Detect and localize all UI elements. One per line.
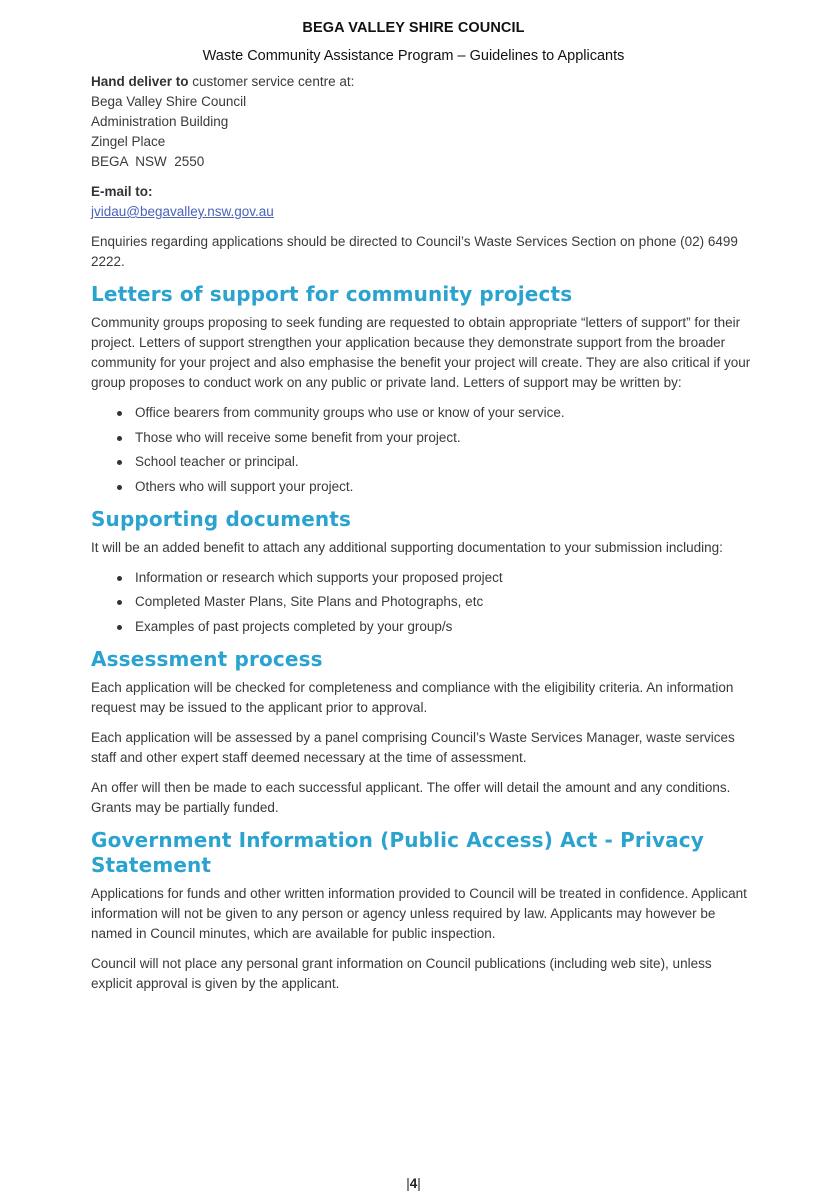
address-line: BEGA NSW 2550 (91, 154, 205, 169)
hand-deliver-label: Hand deliver to (91, 74, 189, 89)
list-item-text: School teacher or principal. (135, 454, 299, 469)
list-item (114, 592, 755, 612)
bullet-icon (117, 600, 122, 605)
hand-deliver-heading (91, 72, 755, 92)
supporting-heading: Supporting documents (91, 506, 352, 531)
address-line: Bega Valley Shire Council (91, 94, 247, 109)
document-header (0, 19, 827, 65)
letters-heading: Letters of support for community projects (91, 282, 573, 306)
list-item-text: Examples of past projects completed by your group/s (135, 618, 453, 634)
list-item-text: Completed Master Plans, Site Plans and Photographs, etc (135, 594, 484, 609)
email-link[interactable]: jvidau@begavalley.nsw.gov.au (91, 204, 274, 219)
assessment-paragraph: An offer will then be made to each successful applicant. The offer will detail the amount and any conditions. Grants may be partially funded. (91, 779, 731, 815)
list-item-text: Those who will receive some benefit from your project. (135, 429, 461, 445)
supporting-paragraph: It will be an added benefit to attach any additional supporting documentation to your submission including: (91, 539, 723, 555)
privacy-paragraph: Council will not place any personal grant information on Council publications (including web site), unless explicit approval is given by the applicant. (91, 955, 712, 991)
list-item-text: Office bearers from community groups who use or know of your service. (135, 405, 565, 420)
list-item (114, 452, 755, 472)
supporting-list (91, 568, 755, 637)
bullet-icon (117, 411, 122, 416)
bullet-icon (117, 485, 122, 490)
page-number: |4| (406, 1176, 421, 1191)
list-item (114, 403, 755, 423)
bullet-icon (117, 460, 122, 465)
assessment-heading: Assessment process (91, 646, 323, 671)
privacy-paragraph: Applications for funds and other written information provided to Council will be treated in confidence. Applicant information will not be given to any person or agency unless required by law. Applicants may however be named in Council minutes, which are available for public inspection. (91, 885, 747, 941)
bullet-icon (117, 436, 122, 441)
enquiries-paragraph: Enquiries regarding applications should be directed to Council’s Waste Services Section on phone (02) 6499 2222. (91, 234, 738, 269)
list-item-text: Others who will support your project. (135, 478, 354, 494)
email-label: E-mail to: (91, 184, 153, 199)
list-item (114, 477, 755, 497)
document-subtitle: Waste Community Assistance Program – Guidelines to Applicants (202, 48, 625, 64)
list-item (114, 568, 755, 588)
hand-deliver-label-rest: customer service centre at: (188, 74, 355, 89)
hand-deliver-section (91, 72, 755, 172)
email-section (91, 182, 755, 222)
page-number-value: 4 (409, 1176, 418, 1191)
bullet-icon (117, 625, 122, 630)
document-body (91, 72, 755, 1004)
organization-name: BEGA VALLEY SHIRE COUNCIL (302, 20, 525, 36)
list-item-text: Information or research which supports your proposed project (135, 569, 503, 585)
list-item (114, 428, 755, 448)
assessment-paragraph: Each application will be checked for completeness and compliance with the eligibility criteria. An information request may be issued to the applicant prior to approval. (91, 679, 734, 715)
privacy-heading: Government Information (Public Access) Act - Privacy Statement (91, 827, 704, 877)
address-line: Administration Building (91, 114, 229, 129)
address-line: Zingel Place (91, 134, 166, 149)
bullet-icon (117, 576, 122, 581)
letters-paragraph: Community groups proposing to seek funding are requested to obtain appropriate “letters of support” for their project. Letters of support strengthen your application because they demonstrate support from the broader community for your project and also emphasise the benefit your project will create. They are also critical if your group proposes to conduct work on any public or private land. Letters of support may be written by: (91, 315, 751, 390)
assessment-paragraph: Each application will be assessed by a panel comprising Council’s Waste Services Manager, waste services staff and other expert staff deemed necessary at the time of assessment. (91, 729, 735, 765)
letters-list (91, 403, 755, 497)
list-item (114, 617, 755, 637)
